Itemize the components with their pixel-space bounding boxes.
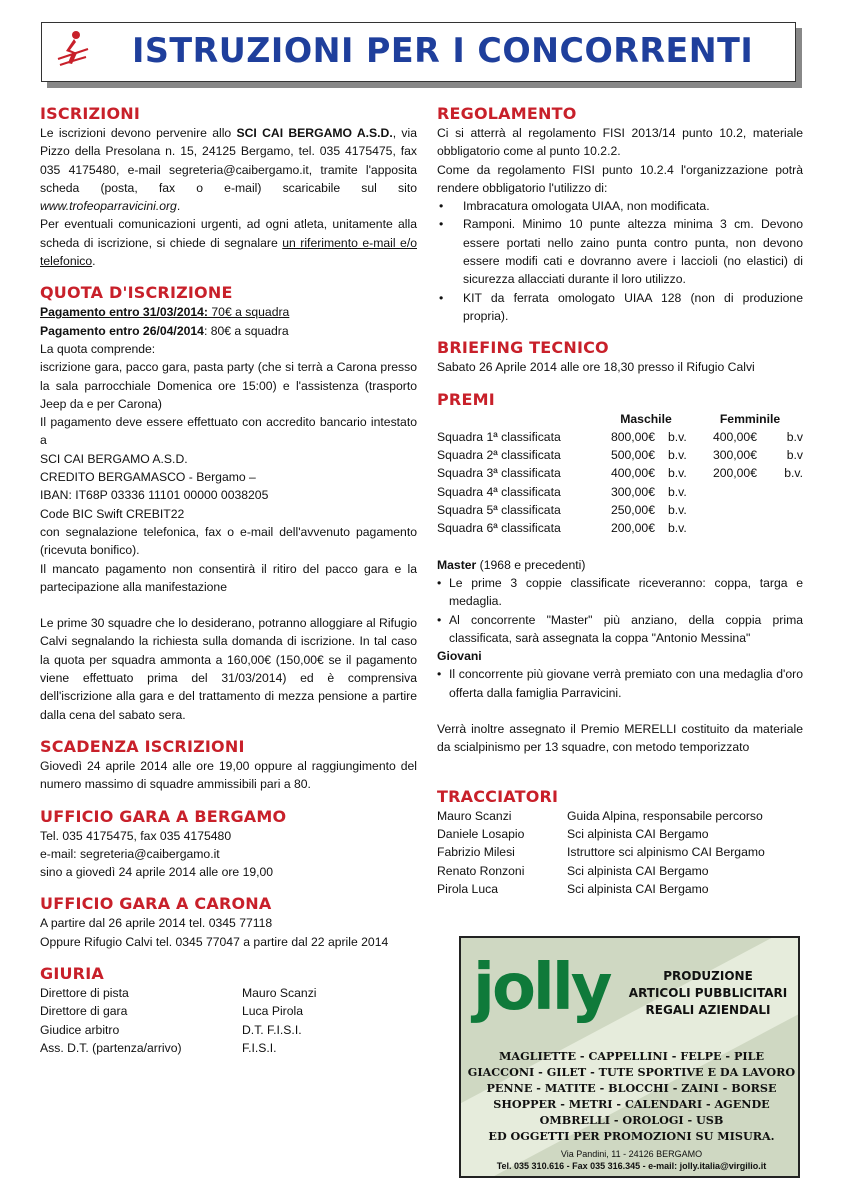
tracciatore-row [437, 807, 803, 825]
contact-reference: un riferimento e-mail e/o telefonico [40, 235, 417, 269]
ad-contacts: Tel. 035 310.616 - Fax 035 316.345 - e-mail: jolly.italia@virgilio.it [496, 1161, 767, 1171]
right-column [437, 104, 803, 911]
prize-m-bv: b.v. [668, 466, 687, 481]
quota-text: Il mancato pagamento non consentirà il ritiro del pacco gara e la partecipazione alla manifestazione [40, 561, 417, 594]
list-item: • Ramponi. Minimo 10 punte altezza minima 3 cm. Devono essere portati nello zaino punta contro punta, non devono essere modifi cati e dovranno avere i laccioli (no elastici) di sicurezza allacciati durante il loro utilizzo. [437, 215, 803, 288]
tracciatore-row [437, 825, 803, 843]
page-title: ISTRUZIONI PER I CONCORRENTI [132, 31, 754, 71]
ad-product-line: SHOPPER - METRI - CALENDARI - AGENDE [493, 1097, 770, 1111]
tracciatore-name: Fabrizio Milesi [437, 845, 515, 860]
section-title-scadenza: SCADENZA ISCRIZIONI [40, 736, 245, 756]
website-link[interactable]: www.trofeoparravicini.org [40, 199, 177, 214]
ad-headline-line: ARTICOLI PUBBLICITARI [628, 986, 788, 1000]
section-title-ufficio-bergamo: UFFICIO GARA A BERGAMO [40, 806, 287, 826]
giuria-name: D.T. F.I.S.I. [242, 1022, 302, 1037]
section-title-giuria: GIURIA [40, 963, 104, 983]
jolly-logo: jolly [473, 951, 610, 1025]
giuria-row [40, 1039, 417, 1057]
prize-m-bv: b.v. [668, 521, 687, 536]
table-header-row [437, 410, 803, 428]
skier-logo-icon [56, 29, 90, 69]
tracciatore-role: Guida Alpina, responsabile percorso [567, 808, 763, 823]
prize-m-bv: b.v. [668, 503, 687, 518]
section-ufficio-bergamo [40, 807, 417, 882]
section-title-iscrizioni: ISCRIZIONI [40, 104, 140, 123]
ad-product-line: MAGLIETTE - CAPPELLINI - FELPE - PILE [499, 1049, 764, 1063]
section-scadenza [40, 737, 417, 794]
section-briefing [437, 338, 803, 376]
quota-text: con segnalazione telefonica, fax o e-mail dell'avvenuto pagamento (ricevuta bonifico). [40, 524, 417, 558]
prize-f: 200,00€ [712, 466, 757, 481]
prize-f: 400,00€ [712, 429, 757, 444]
giuria-name: F.I.S.I. [242, 1040, 277, 1055]
master-heading [437, 556, 803, 574]
regolamento-text: Ci si atterrà al regolamento FISI 2013/14 punto 10.2, materiale obbligatorio come al punto 10.2.2. [437, 126, 803, 159]
quota-text: SCI CAI BERGAMO A.S.D. [40, 451, 188, 466]
tracciatore-role: Sci alpinista CAI Bergamo [567, 881, 709, 896]
list-item: • Le prime 3 coppie classificate riceveranno: coppa, targa e medaglia. [437, 574, 803, 611]
list-item: • Il concorrente più giovane verrà premiato con una medaglia d'oro offerta dalla famiglia Parravicini. [437, 665, 803, 702]
prize-m: 250,00€ [610, 503, 655, 518]
equipment-list [437, 197, 803, 325]
tracciatore-row [437, 880, 803, 898]
iscrizioni-paragraph-2 [40, 215, 417, 270]
giuria-name: Luca Pirola [242, 1004, 303, 1019]
table-row [437, 519, 803, 537]
ad-headline-line: REGALI AZIENDALI [645, 1003, 771, 1017]
table-row [437, 428, 803, 446]
text: , via Pizzo della Presolana n. 15, 24125 Bergamo, tel. 035 4175475, fax 035 4175480, e-mail segreteria@caibergamo.it, tramite l'apposita scheda (posta, fax o e-mail) scaricabile sul sito [40, 126, 417, 195]
text: . [92, 254, 96, 269]
giuria-row [40, 1021, 417, 1039]
regolamento-text: Come da regolamento FISI punto 10.2.4 l'organizzazione potrà rendere obbligatorio l'utilizzo di: [437, 162, 803, 195]
scadenza-text: Giovedì 24 aprile 2014 alle ore 19,00 oppure al raggiungimento del numero massimo di squadre ammissibili pari a 80. [40, 758, 417, 792]
master-list [437, 574, 803, 647]
text: Le iscrizioni devono pervenire allo [40, 126, 237, 140]
left-column [40, 104, 417, 1070]
section-title-ufficio-carona: UFFICIO GARA A CARONA [40, 894, 272, 914]
ad-product-line: OMBRELLI - OROLOGI - USB [539, 1113, 724, 1127]
contact-line: A partire dal 26 aprile 2014 tel. 0345 77118 [40, 916, 273, 931]
table-row [437, 446, 803, 464]
column-header-femminile: Femminile [719, 411, 781, 426]
jolly-advertisement[interactable] [459, 936, 800, 1178]
giuria-role: Direttore di gara [40, 1004, 128, 1019]
ad-products [465, 1048, 798, 1144]
payment-line-1 [40, 303, 417, 321]
payment-label: Pagamento entro 26/04/2014 [40, 323, 204, 338]
iscrizioni-paragraph-1 [40, 124, 417, 215]
section-iscrizioni [40, 104, 417, 270]
table-row [437, 464, 803, 482]
quota-text: Le prime 30 squadre che lo desiderano, potranno alloggiare al Rifugio Calvi segnalando la richiesta sulla domanda di iscrizione. In tal caso la quota per squadra ammonta a 160,00€ (150,00€ se il pagamento viene effettuato prima del 31/03/2014) ed è comprensiva dell'iscrizione alla gara e del trattamento di mezza pensione a partire dalla cena del sabato sera. [40, 616, 417, 722]
prize-label: Squadra 3ª classificata [437, 466, 561, 481]
bic-code: Code BIC Swift CREBIT22 [40, 506, 185, 521]
list-item: • Al concorrente "Master" più anziano, della coppia prima classificata, sarà assegnata la coppa "Antonio Messina" [437, 611, 803, 648]
section-premi [437, 390, 803, 757]
text: Per eventuali comunicazioni urgenti, ad ogni atleta, unitamente alla scheda di iscrizione, si chiede di segnalare [40, 217, 417, 250]
prize-m: 300,00€ [610, 484, 655, 499]
ad-headline [619, 968, 797, 1019]
prize-m: 800,00€ [610, 429, 655, 444]
section-title-briefing: BRIEFING TECNICO [437, 338, 609, 358]
giuria-role: Giudice arbitro [40, 1022, 120, 1037]
tracciatore-row [437, 843, 803, 861]
prize-m-bv: b.v. [668, 429, 687, 444]
contact-line: e-mail: segreteria@caibergamo.it [40, 846, 220, 861]
prize-f-bv: b.v. [784, 466, 803, 481]
iban: IBAN: IT68P 03336 11101 00000 0038205 [40, 488, 269, 503]
briefing-text: Sabato 26 Aprile 2014 alle ore 18,30 presso il Rifugio Calvi [437, 360, 755, 375]
merelli-prize-text: Verrà inoltre assegnato il Premio MERELLI costituito da materiale da scialpinismo per 13 squadre, con metodo temporizzato [437, 722, 803, 755]
prize-f-bv: b.v [786, 448, 803, 463]
section-title-tracciatori: TRACCIATORI [437, 786, 559, 806]
section-regolamento [437, 104, 803, 325]
section-title-regolamento: REGOLAMENTO [437, 104, 577, 123]
tracciatore-role: Sci alpinista CAI Bergamo [567, 863, 709, 878]
tracciatore-role: Sci alpinista CAI Bergamo [567, 826, 709, 841]
giuria-row [40, 984, 417, 1002]
prize-f: 300,00€ [712, 448, 757, 463]
contact-line: Tel. 035 4175475, fax 035 4175480 [40, 828, 232, 843]
section-giuria [40, 964, 417, 1057]
table-row [437, 501, 803, 519]
section-quota [40, 283, 417, 724]
payment-value: : 80€ a squadra [203, 323, 289, 338]
section-title-quota: QUOTA D'ISCRIZIONE [40, 283, 233, 303]
prize-m-bv: b.v. [668, 484, 687, 499]
quota-text: CREDITO BERGAMASCO - Bergamo – [40, 470, 256, 485]
ad-product-line: GIACCONI - GILET - TUTE SPORTIVE E DA LAVORO [467, 1065, 796, 1079]
giovani-label: Giovani [437, 649, 482, 664]
giuria-name: Mauro Scanzi [242, 985, 317, 1000]
prize-m: 500,00€ [610, 448, 655, 463]
header-banner [41, 22, 796, 82]
tracciatore-row [437, 862, 803, 880]
tracciatore-name: Mauro Scanzi [437, 808, 512, 823]
section-title-premi: PREMI [437, 389, 495, 409]
giuria-row [40, 1002, 417, 1020]
giovani-list [437, 665, 803, 702]
giuria-role: Direttore di pista [40, 985, 129, 1000]
ad-product-line: PENNE - MATITE - BLOCCHI - ZAINI - BORSE [486, 1081, 777, 1095]
contact-line: sino a giovedì 24 aprile 2014 alle ore 19,00 [40, 865, 274, 880]
prize-label: Squadra 6ª classificata [437, 521, 561, 536]
payment-label: Pagamento entro 31/03/2014: [40, 305, 208, 320]
section-ufficio-carona [40, 894, 417, 951]
tracciatore-name: Renato Ronzoni [437, 863, 525, 878]
prize-label: Squadra 2ª classificata [437, 448, 561, 463]
org-name: SCI CAI BERGAMO A.S.D. [236, 126, 393, 140]
text: . [176, 199, 181, 214]
prize-f-bv: b.v [786, 429, 803, 444]
ad-address [465, 1148, 798, 1172]
list-item: • KIT da ferrata omologato UIAA 128 (non di produzione propria). [437, 289, 803, 326]
table-row [437, 483, 803, 501]
prize-m: 400,00€ [610, 466, 655, 481]
quota-text: Il pagamento deve essere effettuato con accredito bancario intestato a [40, 415, 417, 448]
prize-label: Squadra 4ª classificata [437, 484, 561, 499]
prize-m-bv: b.v. [668, 448, 687, 463]
prize-label: Squadra 5ª classificata [437, 503, 561, 518]
ad-headline-line: PRODUZIONE [663, 969, 753, 983]
master-note: (1968 e precedenti) [476, 557, 586, 572]
prize-table [437, 410, 803, 538]
column-header-maschile: Maschile [620, 411, 672, 426]
tracciatore-role: Istruttore sci alpinismo CAI Bergamo [567, 845, 765, 860]
prize-m: 200,00€ [610, 521, 655, 536]
list-item: • Imbracatura omologata UIAA, non modificata. [437, 197, 803, 215]
ad-product-line: ED OGGETTI PER PROMOZIONI SU MISURA. [488, 1129, 775, 1143]
payment-value: 70€ a squadra [208, 305, 290, 320]
contact-line: Oppure Rifugio Calvi tel. 0345 77047 a partire dal 22 aprile 2014 [40, 934, 389, 949]
tracciatore-name: Daniele Losapio [437, 826, 525, 841]
ad-street: Via Pandini, 11 - 24126 BERGAMO [560, 1149, 703, 1159]
quota-text: iscrizione gara, pacco gara, pasta party (che si terrà a Carona presso la sala parrocchiale Domenica ore 15:00) e l'assistenza (trasporto Jeep da e per Carona) [40, 360, 417, 411]
tracciatore-name: Pirola Luca [437, 881, 498, 896]
giuria-role: Ass. D.T. (partenza/arrivo) [40, 1040, 182, 1055]
prize-label: Squadra 1ª classificata [437, 429, 561, 444]
quota-text: La quota comprende: [40, 341, 156, 356]
section-tracciatori [437, 787, 803, 898]
payment-line-2 [40, 322, 417, 340]
master-label: Master [437, 557, 477, 572]
